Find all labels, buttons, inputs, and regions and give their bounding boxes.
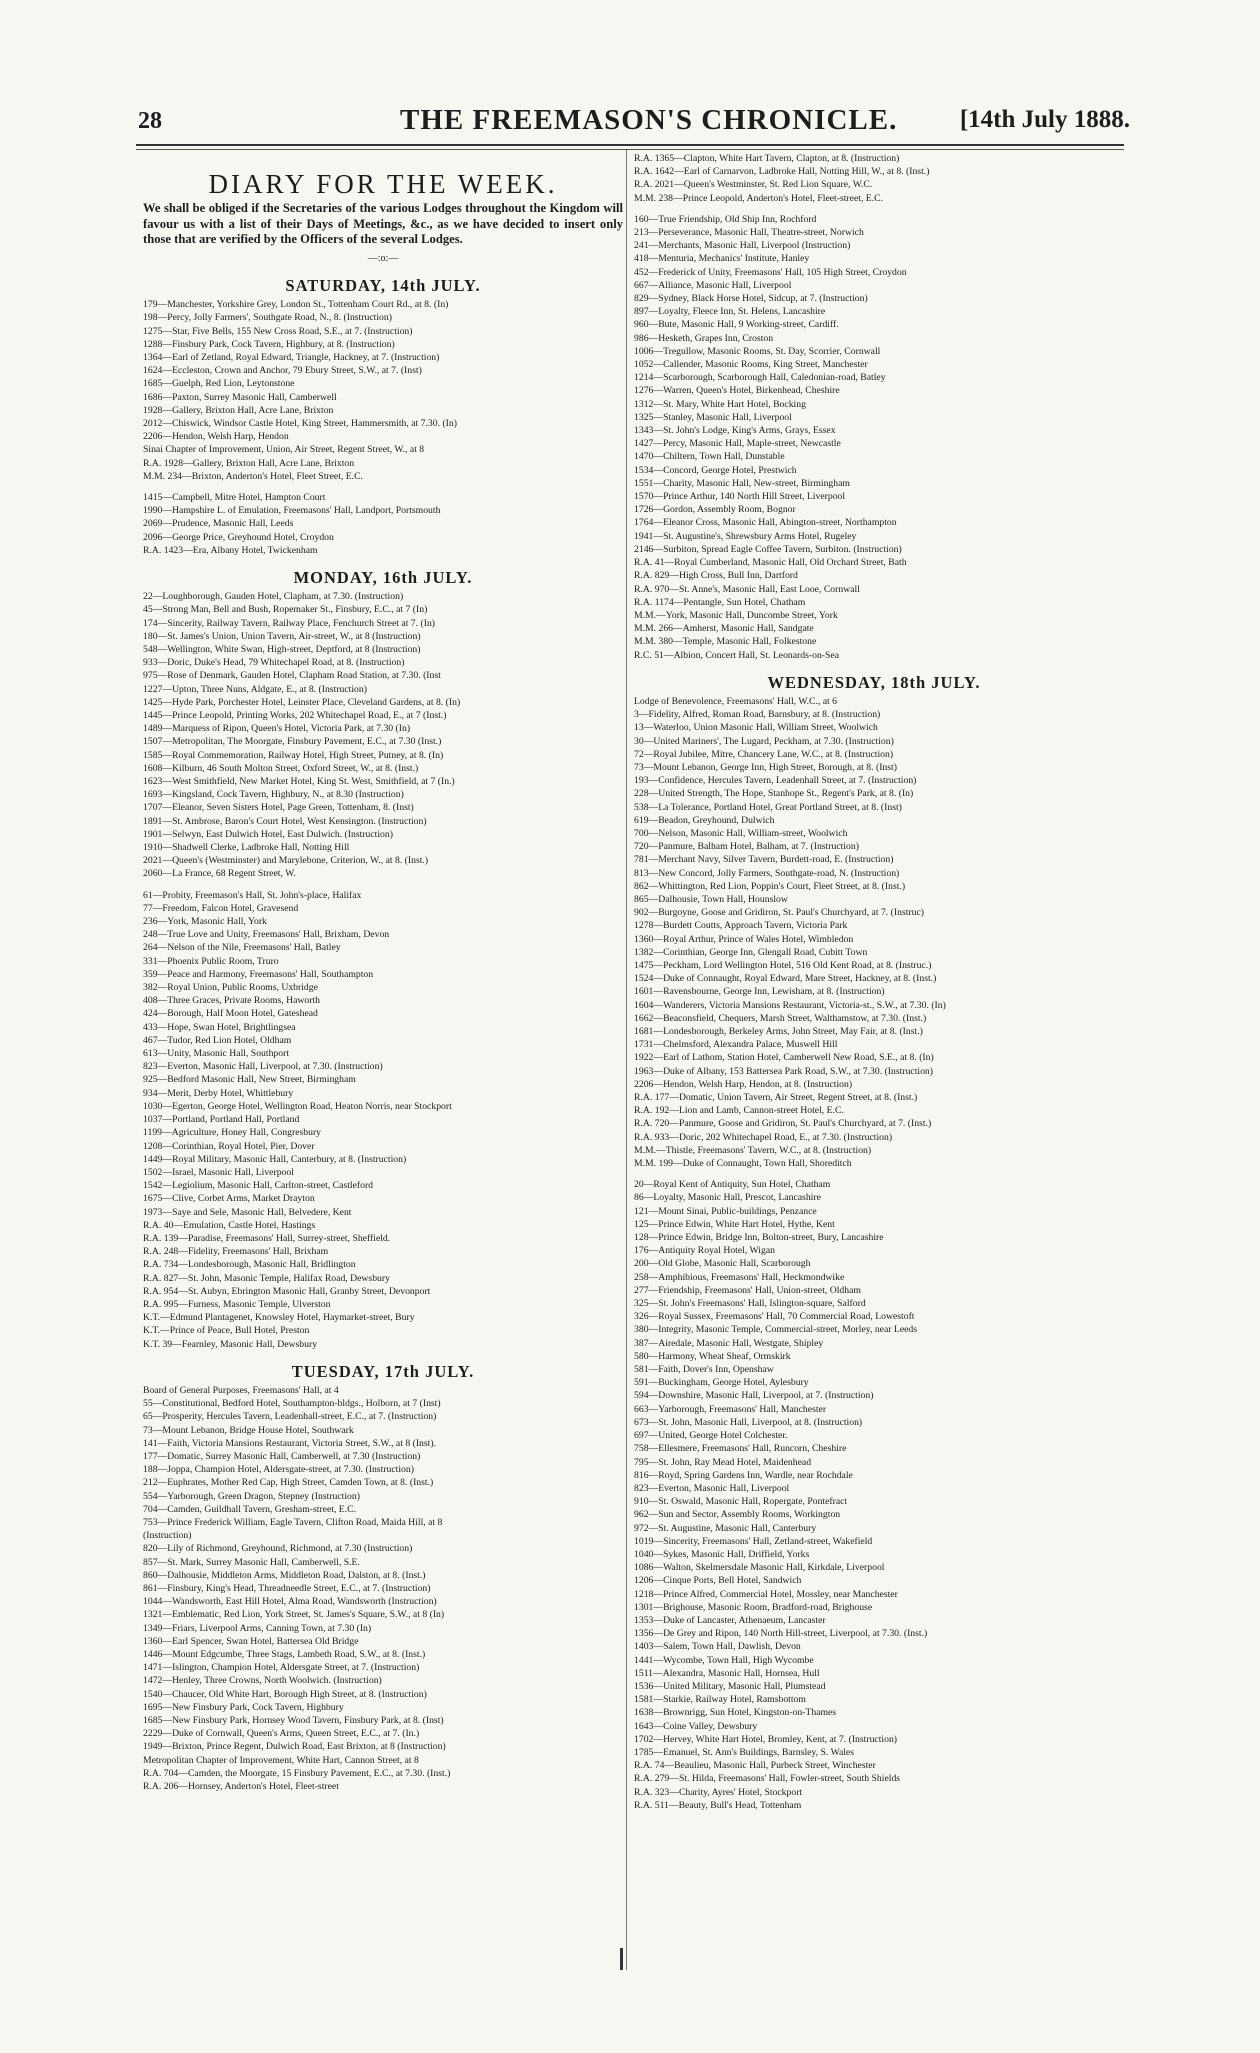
lodge-entry: 141—Faith, Victoria Mansions Restaurant, Victoria Street, S.W., at 8 (Inst).: [143, 1437, 437, 1449]
separator: —:o:—: [367, 252, 399, 264]
lodge-entry: R.A. 139—Paradise, Freemasons' Hall, Surrey-street, Sheffield.: [143, 1232, 391, 1244]
lodge-entry: R.A. 1642—Earl of Carnarvon, Ladbroke Hall, Notting Hill, W., at 8. (Inst.): [634, 166, 930, 178]
lodge-entry: 1343—St. John's Lodge, King's Arms, Grays, Essex: [634, 425, 836, 437]
lodge-entry: 2206—Hendon, Welsh Harp, Hendon: [143, 431, 289, 443]
lodge-entry: 1941—St. Augustine's, Shrewsbury Arms Hotel, Rugeley: [634, 530, 857, 542]
lodge-entry: 897—Loyalty, Fleece Inn, St. Helens, Lancashire: [634, 306, 826, 318]
lodge-entry: 753—Prince Frederick William, Eagle Tavern, Clifton Road, Maida Hill, at 8: [143, 1516, 443, 1528]
lodge-entry: 829—Sydney, Black Horse Hotel, Sidcup, at 7. (Instruction): [634, 293, 868, 305]
lodge-entry: 198—Percy, Jolly Farmers', Southgate Road, N., 8. (Instruction): [143, 312, 392, 324]
lodge-entry: Board of General Purposes, Freemasons' Hall, at 4: [143, 1384, 339, 1396]
lodge-entry: 1685—Guelph, Red Lion, Leytonstone: [143, 378, 295, 390]
lodge-entry: 359—Peace and Harmony, Freemasons' Hall, Southampton: [143, 968, 374, 980]
lodge-entry: 861—Finsbury, King's Head, Threadneedle Street, E.C., at 7. (Instruction): [143, 1583, 431, 1594]
lodge-entry: M.M. 266—Amherst, Masonic Hall, Sandgate: [634, 623, 814, 635]
lodge-entry: 193—Confidence, Hercules Tavern, Leadenhall Street, at 7. (Instruction): [634, 775, 917, 787]
lodge-entry: R.A. 1174—Pentangle, Sun Hotel, Chatham: [634, 596, 806, 608]
lodge-entry: 554—Yarborough, Green Dragon, Stepney (Instruction): [143, 1490, 360, 1502]
lodge-entry: 1475—Peckham, Lord Wellington Hotel, 516 Old Kent Road, at 8. (Instruc.): [634, 959, 932, 971]
lodge-entry: 22—Loughborough, Gauden Hotel, Clapham, at 7.30. (Instruction): [143, 591, 404, 603]
lodge-entry: 816—Royd, Spring Gardens Inn, Wardle, near Rochdale: [634, 1469, 853, 1481]
lodge-entry: 910—St. Oswald, Masonic Hall, Ropergate, Pontefract: [634, 1496, 848, 1508]
lodge-entry: 823—Everton, Masonic Hall, Liverpool, at 7.30. (Instruction): [143, 1061, 383, 1073]
lodge-entry: 380—Integrity, Masonic Temple, Commercial-street, Morley, near Leeds: [634, 1324, 918, 1336]
lodge-entry: 382—Royal Union, Public Rooms, Uxbridge: [143, 982, 318, 994]
lodge-entry: 72—Royal Jubilee, Mitre, Chancery Lane, W.C., at 8. (Instruction): [634, 748, 894, 760]
lodge-entry: 1353—Duke of Lancaster, Athenaeum, Lancaster: [634, 1614, 826, 1626]
lodge-entry: 326—Royal Sussex, Freemasons' Hall, 70 Commercial Road, Lowestoft: [634, 1311, 915, 1323]
left-column: [143, 152, 623, 1793]
lodge-entry: 200—Old Globe, Masonic Hall, Scarborough: [634, 1258, 811, 1270]
lodge-list-saturday: [143, 298, 623, 557]
lodge-entry: 77—Freedom, Falcon Hotel, Gravesend: [143, 902, 299, 914]
header-rule: [136, 144, 1124, 146]
lodge-entry: 1693—Kingsland, Cock Tavern, Highbury, N., at 8.30 (Instruction): [143, 789, 404, 801]
lodge-entry: K.T.—Edmund Plantagenet, Knowsley Hotel, Haymarket-street, Bury: [143, 1312, 415, 1324]
lodge-entry: 1364—Earl of Zetland, Royal Edward, Triangle, Hackney, at 7. (Instruction): [143, 351, 440, 363]
lodge-entry: 1321—Emblematic, Red Lion, York Street, St. James's Square, S.W., at 8 (In): [143, 1609, 445, 1621]
lodge-entry: 975—Rose of Denmark, Gauden Hotel, Clapham Road Station, at 7.30. (Inst: [143, 670, 441, 682]
lodge-entry: 581—Faith, Dover's Inn, Openshaw: [634, 1364, 774, 1376]
lodge-entry: 1973—Saye and Sele, Masonic Hall, Belvedere, Kent: [143, 1206, 352, 1218]
lodge-entry: 20—Royal Kent of Antiquity, Sun Hotel, Chatham: [634, 1179, 831, 1191]
lodge-entry: 673—St. John, Masonic Hall, Liverpool, at 8. (Instruction): [634, 1416, 863, 1428]
lodge-entry: 1489—Marquess of Ripon, Queen's Hotel, Victoria Park, at 7.30 (In): [143, 723, 411, 735]
lodge-entry: 934—Merit, Derby Hotel, Whittlebury: [143, 1087, 294, 1099]
page-header: [130, 104, 1130, 144]
section-heading-saturday: SATURDAY, 14th JULY.: [285, 275, 481, 295]
lodge-entry: 1006—Tregullow, Masonic Rooms, St. Day, Scorrier, Cornwall: [634, 345, 881, 357]
diary-title: DIARY FOR THE WEEK.: [208, 169, 558, 199]
lodge-entry: 160—True Friendship, Old Ship Inn, Rochford: [634, 213, 817, 225]
lodge-entry: 1623—West Smithfield, New Market Hotel, King St. West, Smithfield, at 7 (In.): [143, 776, 455, 788]
lodge-entry: 1608—Kilburn, 46 South Molton Street, Oxford Street, W., at 8. (Inst.): [143, 762, 419, 774]
lodge-entry: 241—Merchants, Masonic Hall, Liverpool (Instruction): [634, 240, 851, 252]
lodge-entry: 236—York, Masonic Hall, York: [143, 916, 267, 928]
lodge-list-wednesday: [634, 695, 1114, 1812]
lodge-entry: 1030—Egerton, George Hotel, Wellington Road, Heaton Norris, near Stockport: [143, 1100, 452, 1112]
lodge-entry: 176—Antiquity Royal Hotel, Wigan: [634, 1245, 775, 1257]
lodge-entry: 1601—Ravensbourne, George Inn, Lewisham, at 8. (Instruction): [634, 986, 885, 998]
lodge-entry: 1037—Portland, Portland Hall, Portland: [143, 1114, 300, 1126]
lodge-entry: 1325—Stanley, Masonic Hall, Liverpool: [634, 411, 792, 423]
lodge-entry: 248—True Love and Unity, Freemasons' Hall, Brixham, Devon: [143, 929, 390, 941]
lodge-entry: 433—Hope, Swan Hotel, Brightlingsea: [143, 1021, 296, 1033]
lodge-entry: 2060—La France, 68 Regent Street, W.: [143, 868, 296, 880]
lodge-entry: R.A. 40—Emulation, Castle Hotel, Hastings: [143, 1219, 316, 1231]
lodge-entry: 1288—Finsbury Park, Cock Tavern, Highbury, at 8. (Instruction): [143, 338, 395, 350]
lodge-entry: 325—St. John's Freemasons' Hall, Islington-square, Salford: [634, 1298, 866, 1310]
lodge-entry: 619—Beadon, Greyhound, Dulwich: [634, 814, 775, 826]
lodge-entry: M.M. 234—Brixton, Anderton's Hotel, Fleet Street, E.C.: [143, 470, 363, 482]
lodge-entry: 781—Merchant Navy, Silver Tavern, Burdett-road, E. (Instruction): [634, 854, 894, 866]
lodge-entry: K.T. 39—Fearnley, Masonic Hall, Dewsbury: [143, 1338, 318, 1350]
lodge-entry: 795—St. John, Ray Mead Hotel, Maidenhead: [634, 1456, 812, 1468]
lodge-entry: 1301—Brighouse, Masonic Room, Bradford-road, Brighouse: [634, 1601, 873, 1613]
lodge-entry: 1275—Star, Five Bells, 155 New Cross Road, S.E., at 7. (Instruction): [143, 325, 413, 337]
lodge-entry: 30—United Mariners', The Lugard, Peckham, at 7.30. (Instruction): [634, 735, 894, 747]
lodge-entry: 2096—George Price, Greyhound Hotel, Croydon: [143, 531, 334, 543]
lodge-entry: 1585—Royal Commemoration, Railway Hotel, High Street, Putney, at 8. (In): [143, 749, 444, 761]
lodge-entry: 1675—Clive, Corbet Arms, Market Drayton: [143, 1193, 315, 1205]
lodge-entry: 548—Wellington, White Swan, High-street, Deptford, at 8 (Instruction): [143, 643, 421, 655]
lodge-entry: 1312—St. Mary, White Hart Hotel, Bocking: [634, 398, 806, 410]
lodge-entry: 860—Dalhousie, Middleton Arms, Middleton Road, Dalston, at 8. (Inst.): [143, 1569, 426, 1581]
lodge-entry: 418—Menturia, Mechanics' Institute, Hanley: [634, 253, 810, 265]
lodge-entry: 2146—Surbiton, Spread Eagle Coffee Tavern, Surbiton. (Instruction): [634, 543, 902, 555]
lodge-entry: 73—Mount Lebanon, Bridge House Hotel, Southwark: [143, 1424, 354, 1436]
lodge-entry: 1542—Legiolium, Masonic Hall, Carlton-street, Castleford: [143, 1180, 374, 1192]
lodge-entry: 125—Prince Edwin, White Hart Hotel, Hythe, Kent: [634, 1218, 835, 1230]
lodge-entry: 1731—Chelmsford, Alexandra Palace, Muswell Hill: [634, 1039, 838, 1051]
lodge-entry: 1990—Hampshire L. of Emulation, Freemasons' Hall, Landport, Portsmouth: [143, 505, 441, 517]
intro-paragraph: We shall be obliged if the Secretaries of the various Lodges throughout the Kingdom will favour us with a list of their Days of Meetings, &c., as we have decided to insert only those that are verified by the Officers of the several Lodges.: [143, 201, 623, 247]
lodge-entry: 1360—Earl Spencer, Swan Hotel, Battersea Old Bridge: [143, 1635, 359, 1647]
lodge-entry: 538—La Tolerance, Portland Hotel, Great Portland Street, at 8. (Inst): [634, 801, 902, 813]
lodge-entry: 820—Lily of Richmond, Greyhound, Richmond, at 7.30 (Instruction): [143, 1543, 413, 1555]
lodge-entry: 1507—Metropolitan, The Moorgate, Finsbury Pavement, E.C., at 7.30 (Inst.): [143, 736, 442, 748]
lodge-entry: R.A. 933—Doric, 202 Whitechapel Road, E., at 7.30. (Instruction): [634, 1131, 893, 1143]
lodge-entry: 65—Prosperity, Hercules Tavern, Leadenhall-street, E.C., at 7. (Instruction): [143, 1411, 437, 1423]
lodge-entry: 1278—Burdett Coutts, Approach Tavern, Victoria Park: [634, 920, 848, 932]
lodge-entry: 1702—Hervey, White Hart Hotel, Bromley, Kent, at 7. (Instruction): [634, 1733, 898, 1745]
lodge-entry: 277—Friendship, Freemasons' Hall, Union-street, Oldham: [634, 1284, 861, 1296]
lodge-entry: 179—Manchester, Yorkshire Grey, London St., Tottenham Court Rd., at 8. (In): [143, 299, 449, 311]
lodge-entry: R.A. 177—Domatic, Union Tavern, Air Street, Regent Street, at 8. (Inst.): [634, 1092, 918, 1104]
lodge-entry: R.C. 51—Albion, Concert Hall, St. Leonards-on-Sea: [634, 649, 840, 661]
lodge-entry: 1446—Mount Edgcumbe, Three Stags, Lambeth Road, S.W., at 8. (Inst.): [143, 1649, 426, 1661]
lodge-entry: 1019—Sincerity, Freemasons' Hall, Zetland-street, Wakefield: [634, 1535, 873, 1547]
lodge-entry: 1470—Chiltern, Town Hall, Dunstable: [634, 451, 785, 463]
lodge-entry: 1570—Prince Arthur, 140 North Hill Street, Liverpool: [634, 491, 846, 503]
lodge-entry: 1199—Agriculture, Honey Hall, Congresbury: [143, 1127, 322, 1139]
column-end-mark: [620, 1948, 623, 1970]
lodge-entry: Sinai Chapter of Improvement, Union, Air Street, Regent Street, W., at 8: [143, 444, 425, 456]
lodge-entry: 986—Hesketh, Grapes Inn, Croston: [634, 332, 774, 344]
lodge-entry: 1604—Wanderers, Victoria Mansions Restaurant, Victoria-st., S.W., at 7.30. (In): [634, 999, 946, 1011]
lodge-entry: 1472—Henley, Three Crowns, North Woolwich. (Instruction): [143, 1675, 382, 1687]
lodge-entry: 2069—Prudence, Masonic Hall, Leeds: [143, 518, 294, 530]
lodge-entry: 1785—Emanuel, St. Ann's Buildings, Barnsley, S. Wales: [634, 1746, 855, 1758]
lodge-entry: 1963—Duke of Albany, 153 Battersea Park Road, S.W., at 7.30. (Instruction): [634, 1065, 934, 1077]
lodge-entry: 1044—Wandsworth, East Hill Hotel, Alma Road, Wandsworth (Instruction): [143, 1596, 437, 1608]
lodge-entry: 1276—Warren, Queen's Hotel, Birkenhead, Cheshire: [634, 385, 840, 397]
lodge-entry: 1686—Paxton, Surrey Masonic Hall, Camberwell: [143, 391, 337, 403]
lodge-entry: 2229—Duke of Cornwall, Queen's Arms, Queen Street, E.C., at 7. (In.): [143, 1728, 420, 1740]
lodge-entry: K.T.—Prince of Peace, Bull Hotel, Preston: [143, 1325, 310, 1337]
lodge-entry: 865—Dalhousie, Town Hall, Hounslow: [634, 893, 788, 905]
lodge-entry: R.A. 734—Londesborough, Masonic Hall, Bridlington: [143, 1259, 356, 1271]
issue-date: [14th July 1888.: [959, 106, 1130, 133]
lodge-entry: 1511—Alexandra, Masonic Hall, Hornsea, Hull: [634, 1667, 820, 1679]
lodge-entry: Metropolitan Chapter of Improvement, White Hart, Cannon Street, at 8: [143, 1754, 419, 1766]
lodge-entry: 580—Harmony, Wheat Sheaf, Ormskirk: [634, 1350, 791, 1362]
lodge-entry: 720—Panmure, Balham Hotel, Balham, at 7. (Instruction): [634, 841, 859, 853]
lodge-entry: Lodge of Benevolence, Freemasons' Hall, W.C., at 6: [634, 695, 837, 707]
lodge-entry: 177—Domatic, Surrey Masonic Hall, Camberwell, at 7.30 (Instruction): [143, 1450, 421, 1462]
lodge-entry: 1643—Coine Valley, Dewsbury: [634, 1720, 758, 1732]
lodge-entry: 1227—Upton, Three Nuns, Aldgate, E., at 8. (Instruction): [143, 683, 367, 695]
lodge-entry: 704—Camden, Guildhall Tavern, Gresham-street, E.C.: [143, 1503, 357, 1515]
lodge-entry: 1214—Scarborough, Scarborough Hall, Caledonian-road, Batley: [634, 372, 886, 384]
lodge-entry: 1441—Wycombe, Town Hall, High Wycombe: [634, 1654, 814, 1666]
lodge-entry: R.A. 720—Panmure, Goose and Gridiron, St. Paul's Churchyard, at 7. (Inst.): [634, 1118, 932, 1130]
lodge-entry: 667—Alliance, Masonic Hall, Liverpool: [634, 279, 792, 291]
lodge-entry: 857—St. Mark, Surrey Masonic Hall, Camberwell, S.E.: [143, 1556, 360, 1568]
lodge-entry: 1086—Walton, Skelmersdale Masonic Hall, Kirkdale, Liverpool: [634, 1562, 885, 1574]
lodge-entry: R.A. 954—St. Aubyn, Ebrington Masonic Hall, Granby Street, Devonport: [143, 1285, 431, 1297]
lodge-entry: 1534—Concord, George Hotel, Prestwich: [634, 464, 797, 476]
header-rule-thin: [136, 149, 1124, 150]
lodge-entry: 862—Whittington, Red Lion, Poppin's Court, Fleet Street, at 8. (Inst.): [634, 880, 906, 892]
lodge-entry: 258—Amphibious, Freemasons' Hall, Heckmondwike: [634, 1271, 845, 1283]
lodge-entry: 1581—Starkie, Railway Hotel, Ramsbottom: [634, 1694, 806, 1706]
lodge-entry: 1764—Eleanor Cross, Masonic Hall, Abington-street, Northampton: [634, 517, 897, 529]
lodge-entry: 61—Probity, Freemason's Hall, St. John's-place, Halifax: [143, 889, 362, 901]
lodge-entry: 613—Unity, Masonic Hall, Southport: [143, 1048, 290, 1060]
lodge-entry: 1040—Sykes, Masonic Hall, Driffield, Yorks: [634, 1548, 810, 1560]
right-column: [634, 152, 1114, 1812]
lodge-entry: 424—Borough, Half Moon Hotel, Gateshead: [143, 1008, 318, 1020]
masthead-title: THE FREEMASON'S CHRONICLE.: [400, 104, 898, 136]
lodge-entry: R.A. 704—Camden, the Moorgate, 15 Finsbury Pavement, E.C., at 7.30. (Inst.): [143, 1767, 451, 1779]
lodge-entry: 1208—Corinthian, Royal Hotel, Pier, Dover: [143, 1140, 315, 1152]
section-heading-tuesday: TUESDAY, 17th JULY.: [291, 1361, 475, 1381]
lodge-entry: 1685—New Finsbury Park, Hornsey Wood Tavern, Finsbury Park, at 8. (Inst): [143, 1715, 444, 1727]
section-heading-monday: MONDAY, 16th JULY.: [293, 567, 473, 587]
lodge-entry: R.A. 41—Royal Cumberland, Masonic Hall, Old Orchard Street, Bath: [634, 557, 907, 569]
lodge-entry: 45—Strong Man, Bell and Bush, Ropemaker St., Finsbury, E.C., at 7 (In): [143, 604, 428, 616]
lodge-entry: 1551—Charity, Masonic Hall, New-street, Birmingham: [634, 477, 850, 489]
lodge-entry: M.M.—York, Masonic Hall, Duncombe Street, York: [634, 609, 838, 621]
lodge-entry: 962—Sun and Sector, Assembly Rooms, Workington: [634, 1509, 841, 1521]
lodge-entry: 1540—Chaucer, Old White Hart, Borough High Street, at 8. (Instruction): [143, 1688, 427, 1700]
lodge-entry: R.A. 970—St. Anne's, Masonic Hall, East Looe, Cornwall: [634, 583, 860, 595]
lodge-entry: 933—Doric, Duke's Head, 79 Whitechapel Road, at 8. (Instruction): [143, 657, 405, 669]
lodge-entry: 188—Joppa, Champion Hotel, Aldersgate-street, at 7.30. (Instruction): [143, 1464, 414, 1476]
lodge-entry: 73—Mount Lebanon, George Inn, High Street, Borough, at 8. (Inst): [634, 761, 897, 773]
lodge-entry: R.A. 323—Charity, Ayres' Hotel, Stockport: [634, 1786, 803, 1798]
lodge-entry: 2021—Queen's (Westminster) and Marylebone, Criterion, W., at 8. (Inst.): [143, 855, 429, 867]
lodge-entry: R.A. 206—Hornsey, Anderton's Hotel, Fleet-street: [143, 1781, 339, 1793]
lodge-entry: 408—Three Graces, Private Rooms, Haworth: [143, 995, 321, 1007]
lodge-entry: 1624—Eccleston, Crown and Anchor, 79 Ebury Street, S.W., at 7. (Inst): [143, 365, 422, 377]
lodge-entry: 1360—Royal Arthur, Prince of Wales Hotel, Wimbledon: [634, 933, 854, 945]
section-heading-wednesday: WEDNESDAY, 18th JULY.: [767, 672, 981, 692]
lodge-entry: 1425—Hyde Park, Porchester Hotel, Leinster Place, Cleveland Gardens, at 8. (In): [143, 696, 461, 708]
lodge-entry: 972—St. Augustine, Masonic Hall, Canterbury: [634, 1522, 817, 1534]
lodge-entry: 1922—Earl of Lathom, Station Hotel, Camberwell New Road, S.E., at 8. (In): [634, 1052, 934, 1064]
lodge-entry: 663—Yarborough, Freemasons' Hall, Manchester: [634, 1403, 827, 1415]
lodge-entry: 1403—Salem, Town Hall, Dawlish, Devon: [634, 1641, 801, 1653]
lodge-entry: 591—Buckingham, George Hotel, Aylesbury: [634, 1377, 809, 1389]
lodge-entry: 2206—Hendon, Welsh Harp, Hendon, at 8. (Instruction): [634, 1078, 853, 1090]
lodge-entry: 1471—Islington, Champion Hotel, Aldersgate Street, at 7. (Instruction): [143, 1662, 420, 1674]
lodge-entry: 1681—Londesborough, Berkeley Arms, John Street, May Fair, at 8. (Inst.): [634, 1026, 923, 1037]
lodge-entry: R.A. 829—High Cross, Bull Inn, Dartford: [634, 570, 798, 582]
lodge-entry: R.A. 1365—Clapton, White Hart Tavern, Clapton, at 8. (Instruction): [634, 153, 900, 164]
lodge-entry: 331—Phoenix Public Room, Truro: [143, 955, 279, 967]
lodge-entry: 212—Euphrates, Mother Red Cap, High Street, Camden Town, at 8. (Inst.): [143, 1477, 434, 1489]
lodge-entry: 1052—Callender, Masonic Rooms, King Street, Manchester: [634, 359, 868, 371]
lodge-entry: 1910—Shadwell Clerke, Ladbroke Hall, Notting Hill: [143, 842, 350, 854]
lodge-entry: 594—Downshire, Masonic Hall, Liverpool, at 7. (Instruction): [634, 1390, 874, 1402]
lodge-entry: 1218—Prince Alfred, Commercial Hotel, Mossley, near Manchester: [634, 1588, 898, 1600]
lodge-entry: 1949—Brixton, Prince Regent, Dulwich Road, East Brixton, at 8 (Instruction): [143, 1741, 446, 1753]
lodge-entry: 1638—Brownrigg, Sun Hotel, Kingston-on-Thames: [634, 1707, 837, 1719]
lodge-entry: 213—Perseverance, Masonic Hall, Theatre-street, Norwich: [634, 227, 864, 239]
lodge-entry: 174—Sincerity, Railway Tavern, Railway Place, Fenchurch Street at 7. (In): [143, 617, 436, 629]
lodge-entry: 387—Airedale, Masonic Hall, Westgate, Shipley: [634, 1337, 824, 1349]
lodge-entry: M.M. 238—Prince Leopold, Anderton's Hotel, Fleet-street, E.C.: [634, 192, 884, 204]
lodge-entry: 697—United, George Hotel Colchester.: [634, 1430, 788, 1442]
lodge-entry: R.A. 827—St. John, Masonic Temple, Halifax Road, Dewsbury: [143, 1272, 390, 1284]
lodge-entry: R.A. 995—Furness, Masonic Temple, Ulverston: [143, 1298, 331, 1310]
lodge-entry: 452—Frederick of Unity, Freemasons' Hall, 105 High Street, Croydon: [634, 266, 907, 278]
column-divider: [626, 150, 627, 1970]
lodge-entry: 1415—Campbell, Mitre Hotel, Hampton Court: [143, 491, 326, 503]
lodge-entry: 1901—Selwyn, East Dulwich Hotel, East Dulwich. (Instruction): [143, 828, 393, 840]
lodge-entry: 13—Waterloo, Union Masonic Hall, William Street, Woolwich: [634, 722, 878, 734]
page-number: 28: [138, 108, 162, 134]
lodge-entry: M.M.—Thistle, Freemasons' Tavern, W.C., at 8. (Instruction): [634, 1144, 872, 1156]
lodge-entry: 86—Loyalty, Masonic Hall, Prescot, Lancashire: [634, 1192, 821, 1204]
lodge-entry: 228—United Strength, The Hope, Stanhope St., Regent's Park, at 8. (In): [634, 788, 914, 800]
lodge-entry: 1449—Royal Military, Masonic Hall, Canterbury, at 8. (Instruction): [143, 1153, 407, 1165]
lodge-entry: M.M. 199—Duke of Connaught, Town Hall, Shoreditch: [634, 1158, 852, 1170]
lodge-entry: 1891—St. Ambrose, Baron's Court Hotel, West Kensington. (Instruction): [143, 815, 427, 827]
lodge-entry: 1502—Israel, Masonic Hall, Liverpool: [143, 1166, 294, 1178]
lodge-entry: (Instruction): [143, 1530, 192, 1542]
lodge-entry: 1356—De Grey and Ripon, 140 North Hill-street, Liverpool, at 7.30. (Inst.): [634, 1628, 928, 1640]
lodge-entry: 128—Prince Edwin, Bridge Inn, Bolton-street, Bury, Lancashire: [634, 1232, 884, 1244]
lodge-entry: 1382—Corinthian, George Inn, Glengall Road, Cubitt Town: [634, 946, 868, 958]
lodge-entry: 823—Everton, Masonic Hall, Liverpool: [634, 1482, 790, 1494]
lodge-entry: R.A. 1928—Gallery, Brixton Hall, Acre Lane, Brixton: [143, 457, 355, 469]
lodge-entry: 1524—Duke of Connaught, Royal Edward, Mare Street, Hackney, at 8. (Inst.): [634, 973, 937, 985]
lodge-entry: 3—Fidelity, Alfred, Roman Road, Barnsbury, at 8. (Instruction): [634, 709, 881, 721]
lodge-entry: 1349—Friars, Liverpool Arms, Canning Town, at 7.30 (In): [143, 1622, 372, 1634]
lodge-entry: 264—Nelson of the Nile, Freemasons' Hall, Batley: [143, 942, 341, 954]
lodge-entry: 1445—Prince Leopold, Printing Works, 202 Whitechapel Road, E., at 7 (Inst.): [143, 710, 447, 721]
lodge-entry: 55—Constitutional, Bedford Hotel, Southampton-bldgs., Holborn, at 7 (Inst): [143, 1398, 441, 1410]
lodge-entry: 121—Mount Sinai, Public-buildings, Penzance: [634, 1205, 817, 1217]
lodge-entry: R.A. 511—Beauty, Bull's Head, Tottenham: [634, 1799, 802, 1811]
lodge-entry: 925—Bedford Masonic Hall, New Street, Birmingham: [143, 1074, 356, 1086]
lodge-entry: M.M. 380—Temple, Masonic Hall, Folkestone: [634, 636, 817, 648]
lodge-entry: 1427—Percy, Masonic Hall, Maple-street, Newcastle: [634, 438, 841, 450]
lodge-entry: 960—Bute, Masonic Hall, 9 Working-street, Cardiff.: [634, 319, 839, 331]
lodge-entry: 1536—United Military, Masonic Hall, Plumstead: [634, 1680, 826, 1692]
lodge-list-monday: [143, 590, 623, 1351]
lodge-entry: R.A. 2021—Queen's Westminster, St. Red Lion Square, W.C.: [634, 179, 873, 191]
lodge-entry: R.A. 1423—Era, Albany Hotel, Twickenham: [143, 544, 318, 556]
lodge-entry: R.A. 74—Beaulieu, Masonic Hall, Purbeck Street, Winchester: [634, 1760, 876, 1772]
lodge-list-tuesday: [143, 1384, 623, 1793]
lodge-entry: 902—Burgoyne, Goose and Gridiron, St. Paul's Churchyard, at 7. (Instruc): [634, 907, 924, 919]
lodge-entry: 180—St. James's Union, Union Tavern, Air-street, W., at 8 (Instruction): [143, 630, 421, 642]
lodge-entry: R.A. 248—Fidelity, Freemasons' Hall, Brixham: [143, 1246, 329, 1258]
lodge-entry: 1928—Gallery, Brixton Hall, Acre Lane, Brixton: [143, 404, 334, 416]
lodge-entry: 758—Ellesmere, Freemasons' Hall, Runcorn, Cheshire: [634, 1443, 847, 1455]
lodge-entry: 1662—Beaconsfield, Chequers, Marsh Street, Walthamstow, at 7.30. (Inst.): [634, 1012, 927, 1024]
lodge-list-tuesday-continued: [634, 152, 1114, 662]
lodge-entry: 467—Tudor, Red Lion Hotel, Oldham: [143, 1034, 292, 1046]
lodge-entry: R.A. 279—St. Hilda, Freemasons' Hall, Fowler-street, South Shields: [634, 1773, 901, 1785]
lodge-entry: 1707—Eleanor, Seven Sisters Hotel, Page Green, Tottenham, 8. (Inst): [143, 802, 414, 814]
lodge-entry: 1726—Gordon, Assembly Room, Bognor: [634, 504, 796, 516]
lodge-entry: 1206—Cinque Ports, Bell Hotel, Sandwich: [634, 1575, 802, 1587]
lodge-entry: 813—New Concord, Jolly Farmers, Southgate-road, N. (Instruction): [634, 867, 900, 879]
lodge-entry: R.A. 192—Lion and Lamb, Cannon-street Hotel, E.C.: [634, 1105, 844, 1117]
lodge-entry: 1695—New Finsbury Park, Cock Tavern, Highbury: [143, 1701, 344, 1713]
lodge-entry: 2012—Chiswick, Windsor Castle Hotel, King Street, Hammersmith, at 7.30. (In): [143, 417, 457, 429]
lodge-entry: 700—Nelson, Masonic Hall, William-street, Woolwich: [634, 827, 848, 839]
